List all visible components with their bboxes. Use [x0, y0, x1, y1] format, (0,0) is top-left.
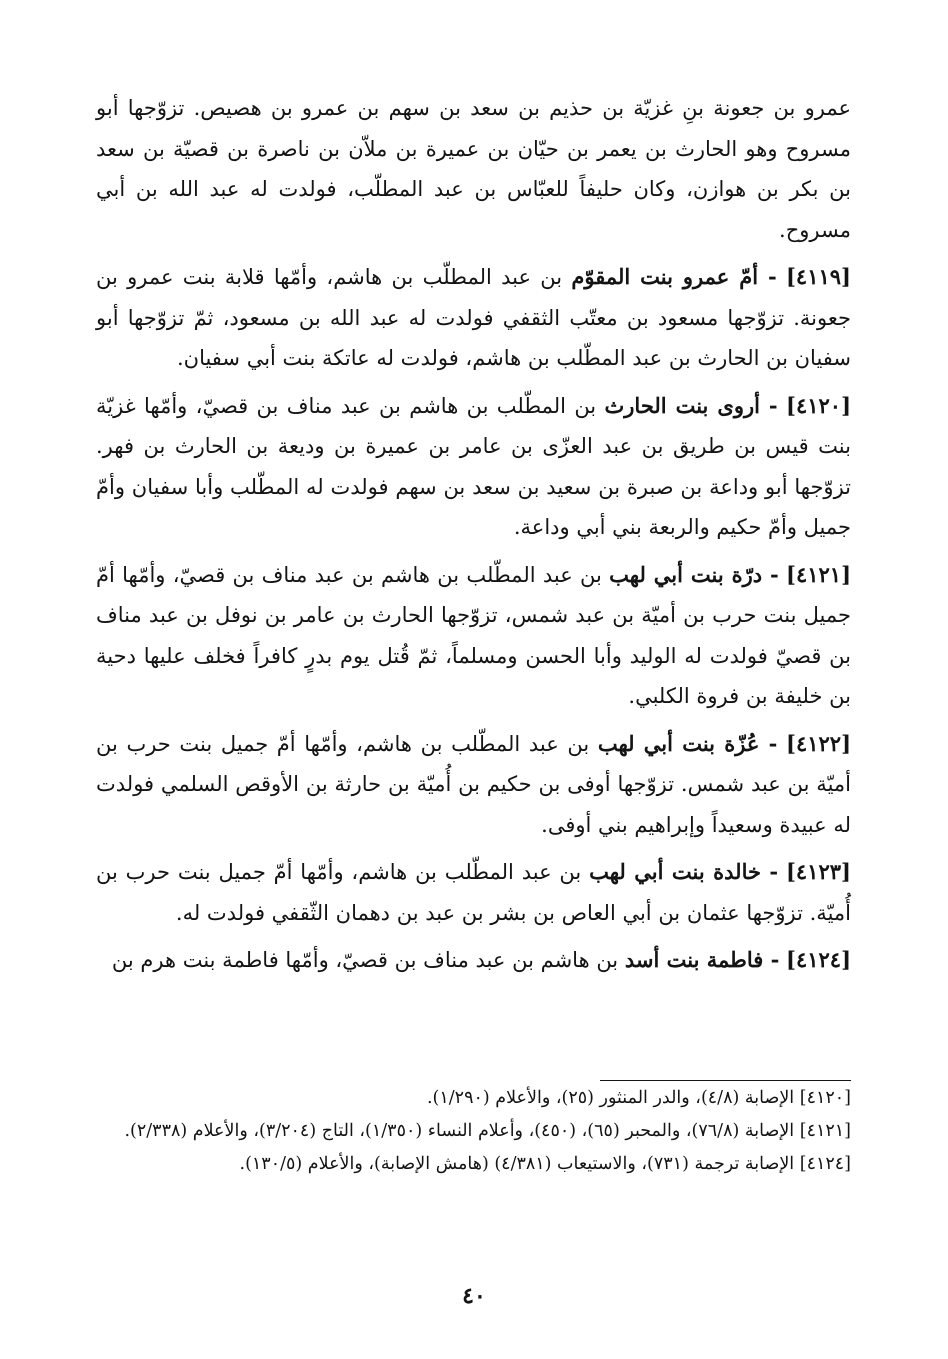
entry-name: - درّة بنت أبي لهب: [609, 561, 779, 587]
paragraph-text: عمرو بن جعونة بنِ غزيّة بن حذيم بن سعد بن سهم بن عمرو بن هصيص. تزوّجها أبو مسروح وهو الحارث بن يعمر بن حيّان بن عميرة بن ملاّن بن ناصرة بن قصيّة بن سعد بن بكر بن هوازن، وكان حليفاً للعبّاس بن عبد المطلّب، فولدت له عبد الله بن أبي مسروح.: [96, 96, 851, 242]
entry-text: بن المطّلب بن هاشم بن عبد مناف بن قصيّ، وأمّها غزيّة بنت قيس بن طريق بن عبد العزّى بن عامر بن عميرة بن وديعة بن الحارث بن فهر. تزوّجها أبو وداعة بن صبرة بن سعيد بن سعد بن سهم فولدت له المطّلب وأبا سفيان وأمّ جميل وأمّ حكيم والربعة بني أبي وداعة.: [96, 393, 851, 539]
main-text: [96, 88, 851, 988]
entry-4121: [96, 555, 851, 717]
entry-text: بن عبد المطّلب بن هاشم، وأمّها أمّ جميل بنت حرب بن أميّة بن عبد شمس. تزوّجها أوفى بن حكيم بن أُميّة بن حارثة بن الأوقص السلمي فولدت له عبيدة وسعيداً وإبراهيم بني أوفى.: [96, 731, 851, 837]
entry-number: [٤١١٩]: [785, 264, 851, 289]
entry-text: بن هاشم بن عبد مناف بن قصيّ، وأمّها فاطمة بنت هرم بن: [111, 948, 619, 972]
entry-4120: [96, 386, 851, 548]
entry-text: بن عبد المطلّب بن هاشم، وأمّها قلابة بنت عمرو بن جعونة. تزوّجها مسعود بن معتّب الثقفي فولدت له عبد الله بن مسعود، ثمّ تزوّجها أبو سفيان بن الحارث بن عبد المطّلب بن هاشم، فولدت له عاتكة بنت أبي سفيان.: [96, 265, 851, 370]
footnotes: [96, 1082, 851, 1181]
entry-number: [٤١٢١]: [786, 561, 852, 587]
entry-4122: [96, 724, 851, 846]
entry-name: - أروى بنت الحارث: [604, 392, 778, 418]
footnote-4120: [٤١٢٠] الإصابة (٤/٨)، والدر المنثور (٢٥)، والأعلام (١/٢٩٠).: [426, 1088, 851, 1108]
entry-text: بن عبد المطّلب بن هاشم بن عبد مناف بن قصيّ، وأمّها أمّ جميل بنت حرب بن أميّة بن عبد شمس، تزوّجها الحارث بن عامر بن نوفل بن عبد مناف بن قصيّ فولدت له الوليد وأبا الحسن ومسلماً، ثمّ قُتل يوم بدرٍ كافراً فخلف عليها دحية بن خليفة بن فروة الكلبي.: [96, 562, 851, 708]
entry-4124: [96, 940, 851, 981]
entry-name: - عُزّة بنت أبي لهب: [597, 730, 778, 756]
paragraph-continuation: [96, 88, 851, 250]
footnote-divider: [600, 1080, 851, 1081]
footnote-4121: [٤١٢١] الإصابة (٧٦/٨)، والمحبر (٦٥)، (٤٥٠)، وأعلام النساء (١/٣٥٠)، التاج (٣/٢٠٤)، والأعلام (٢/٣٣٨).: [124, 1121, 851, 1141]
entry-4119: [96, 257, 851, 379]
entry-number: [٤١٢٤]: [786, 947, 851, 972]
entry-name: - أمّ عمرو بنت المقوّم: [571, 264, 777, 289]
entry-number: [٤١٢٢]: [786, 730, 851, 756]
page-number: ٤٠: [462, 1283, 486, 1309]
footnote-4124: [٤١٢٤] الإصابة ترجمة (٧٣١)، والاستيعاب (٤/٣٨١) (هامش الإصابة)، والأعلام (١٣٠/٥).: [239, 1154, 851, 1174]
entry-name: - فاطمة بنت أسد: [624, 947, 780, 972]
entry-text: بن عبد المطّلب بن هاشم، وأمّها أمّ جميل بنت حرب بن أُميّة. تزوّجها عثمان بن أبي العاص بن بشر بن عبد بن دهمان الثّقفي فولدت له.: [96, 860, 851, 925]
entry-number: [٤١٢٠]: [786, 392, 851, 418]
entry-number: [٤١٢٣]: [785, 859, 851, 884]
entry-4123: [96, 852, 851, 933]
entry-name: - خالدة بنت أبي لهب: [589, 859, 779, 884]
